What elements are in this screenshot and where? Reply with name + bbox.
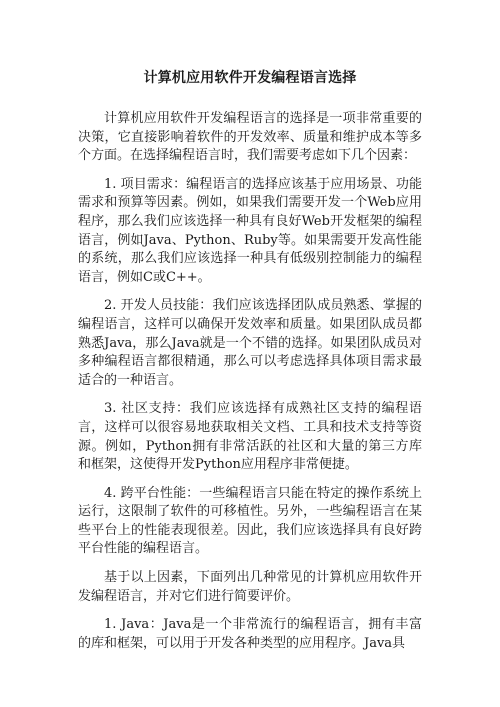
paragraph-developer-skills: 2. 开发人员技能：我们应该选择团队成员熟悉、掌握的编程语言，这样可以确保开发效率和质量。如果团队成员都熟悉Java，那么Java就是一个不错的选择。如果团队成员对多种编程语言都很精通，那么可以考虑选择具体项目需求最适合的一种语言。 (78, 298, 422, 388)
paragraph-java: 1. Java：Java是一个非常流行的编程语言，拥有丰富的库和框架，可以用于开发各种类型的应用程序。Java具 (78, 617, 422, 651)
document-title: 计算机应用软件开发编程语言选择 (143, 70, 357, 86)
paragraph-summary: 基于以上因素，下面列出几种常见的计算机应用软件开发编程语言，并对它们进行简要评价。 (78, 570, 422, 604)
paragraph-intro: 计算机应用软件开发编程语言的选择是一项非常重要的决策，它直接影响着软件的开发效率、质量和维护成本等多个方面。在选择编程语言时，我们需要考虑如下几个因素： (78, 111, 422, 164)
paragraph-project-requirements: 1. 项目需求：编程语言的选择应该基于应用场景、功能需求和预算等因素。例如，如果我们需要开发一个Web应用程序，那么我们应该选择一种具有良好Web开发框架的编程语言，例如Java、Python、Ruby等。如果需要开发高性能的系统，那么我们应该选择一种具有低级别控制能力的编程语言，例如C或C++。 (78, 176, 422, 285)
paragraph-community-support: 3. 社区支持：我们应该选择有成熟社区支持的编程语言，这样可以很容易地获取相关文档、工具和技术支持等资源。例如，Python拥有非常活跃的社区和大量的第三方库和框架，这使得开发Python应用程序非常便捷。 (78, 401, 422, 473)
paragraph-cross-platform: 4. 跨平台性能：一些编程语言只能在特定的操作系统上运行，这限制了软件的可移植性。另外，一些编程语言在某些平台上的性能表现很差。因此，我们应该选择具有良好跨平台性能的编程语言。 (78, 485, 422, 557)
